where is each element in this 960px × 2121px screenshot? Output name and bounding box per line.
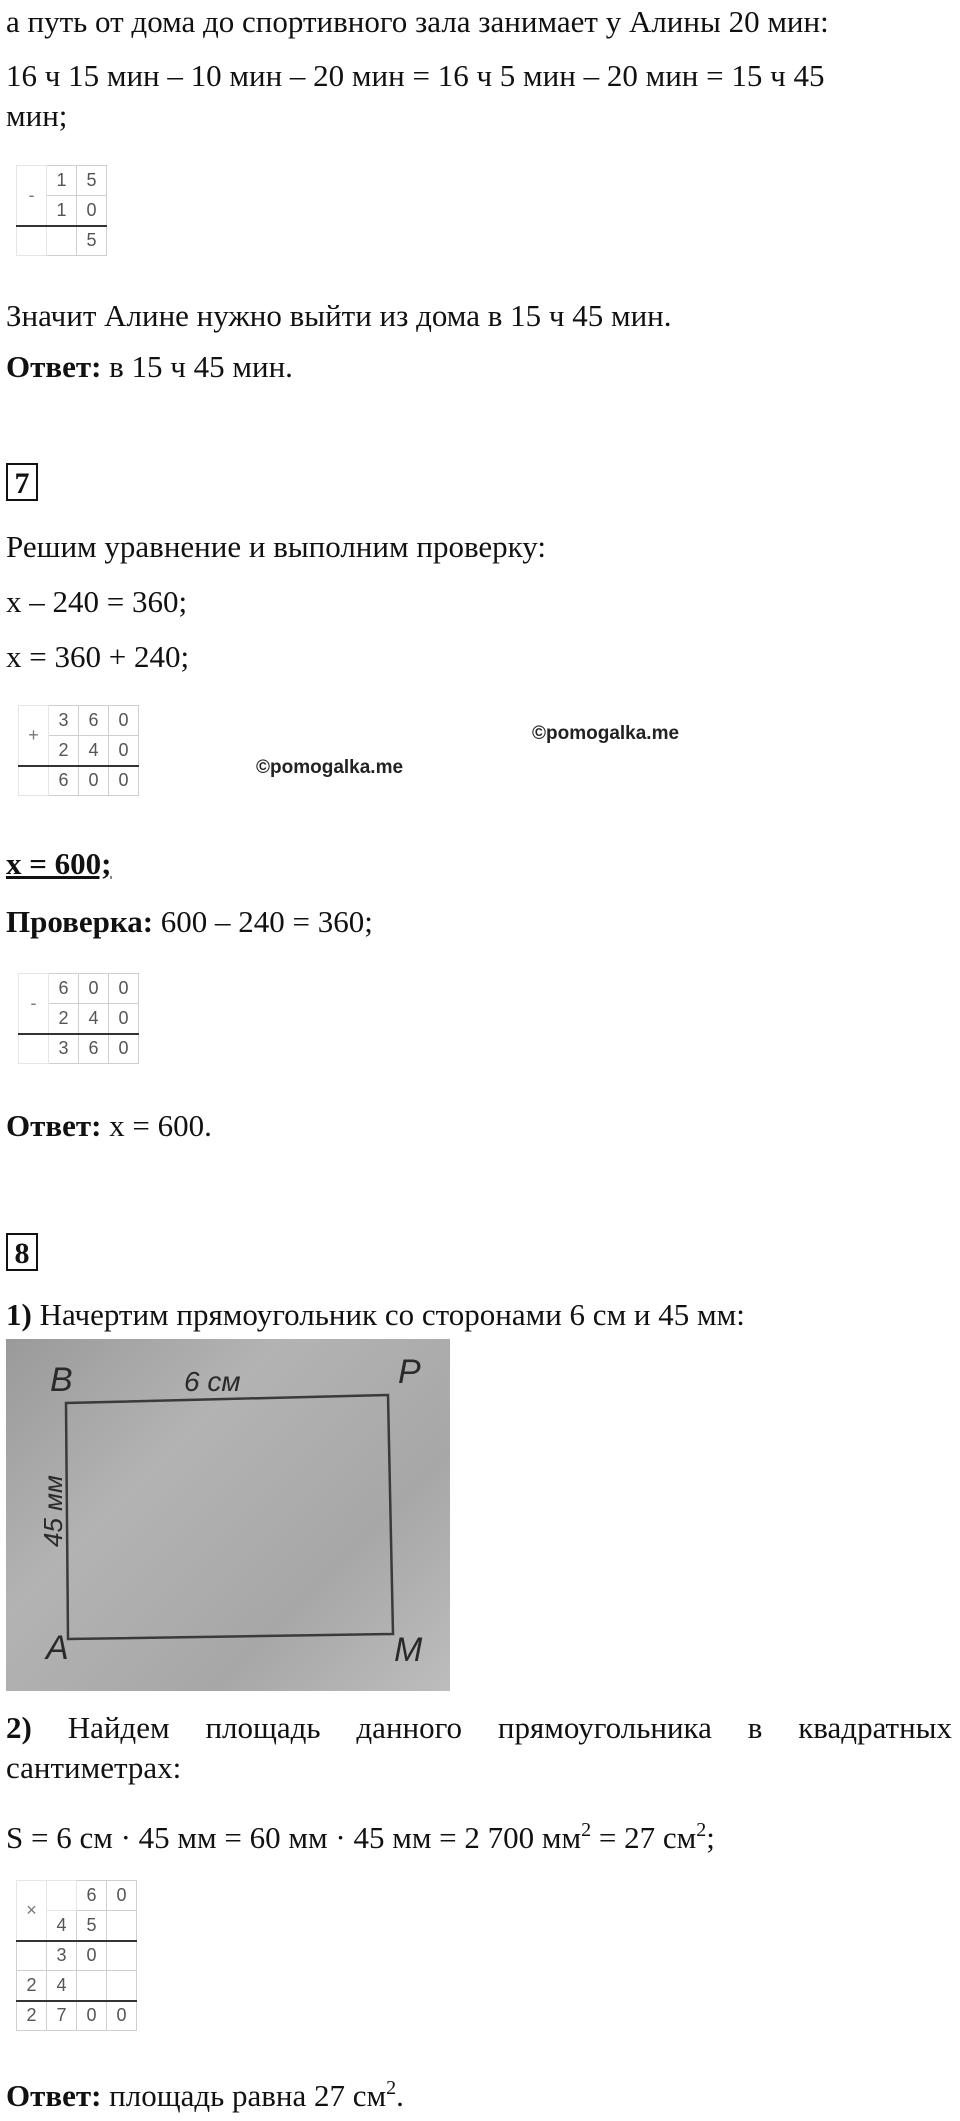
cell: 0 — [109, 706, 139, 736]
cell: 2 — [49, 736, 79, 766]
operator: - — [19, 974, 49, 1034]
vertex-label-a: A — [46, 1629, 69, 1667]
check-text: 600 – 240 = 360; — [153, 904, 373, 939]
superscript: 2 — [386, 2077, 397, 2099]
answer-label: Ответ: — [6, 349, 102, 384]
equation-line: x – 240 = 360; — [6, 584, 188, 619]
superscript: 2 — [696, 1819, 707, 1841]
cell — [17, 226, 47, 256]
result-line — [6, 844, 112, 884]
cell: 1 — [47, 166, 77, 196]
answer-label: Ответ: — [6, 2078, 102, 2113]
cell — [107, 1941, 137, 1971]
part-label: 1) — [6, 1297, 32, 1332]
formula-text: = 27 см — [591, 1820, 697, 1855]
cell: 0 — [109, 1004, 139, 1034]
equation-line: x = 360 + 240; — [6, 639, 190, 674]
text-line: Значит Алине нужно выйти из дома в 15 ч 45 мин. — [6, 298, 672, 333]
watermark: ©pomogalka.me — [532, 723, 680, 744]
cell: 7 — [47, 2001, 77, 2031]
cell: 5 — [77, 226, 107, 256]
task-number-7: 7 — [6, 463, 38, 501]
cell: 4 — [79, 736, 109, 766]
cell — [17, 1941, 47, 1971]
addition-calc — [18, 705, 139, 796]
rectangle-drawing — [6, 1339, 450, 1691]
cell: 4 — [47, 1911, 77, 1941]
cell: 0 — [109, 736, 139, 766]
cell: 4 — [47, 1971, 77, 2001]
answer-text: площадь равна 27 см — [101, 2078, 387, 2113]
cell: 6 — [79, 1034, 109, 1064]
side-label-left: 45 мм — [38, 1475, 68, 1547]
answer-text: в 15 ч 45 мин. — [101, 349, 293, 384]
subtraction-calc-2 — [18, 973, 139, 1064]
answer-text: x = 600. — [101, 1108, 212, 1143]
answer-line — [6, 347, 293, 387]
operator: × — [17, 1881, 47, 1941]
cell: 6 — [49, 974, 79, 1004]
cell: 2 — [17, 1971, 47, 2001]
vertex-label-p: P — [398, 1353, 421, 1391]
cell: 3 — [47, 1941, 77, 1971]
cell: 0 — [107, 2001, 137, 2031]
formula-text: ; — [706, 1820, 715, 1855]
formula-line — [6, 1810, 715, 1858]
cell: 0 — [109, 974, 139, 1004]
rectangle-outline — [66, 1395, 393, 1639]
text-line: мин; — [6, 98, 68, 133]
answer-text: . — [396, 2078, 404, 2113]
vertex-label-m: M — [394, 1631, 423, 1669]
cell: 0 — [77, 1941, 107, 1971]
check-line — [6, 902, 373, 942]
result-text: x = 600; — [6, 846, 112, 881]
cell: 6 — [49, 766, 79, 796]
answer-line — [6, 1106, 212, 1146]
cell — [77, 1971, 107, 2001]
cell: 2 — [17, 2001, 47, 2031]
vertex-label-b: B — [50, 1361, 73, 1399]
cell: 0 — [107, 1881, 137, 1911]
cell — [107, 1911, 137, 1941]
operator: + — [19, 706, 49, 766]
text-line — [6, 1295, 745, 1335]
cell: 6 — [77, 1881, 107, 1911]
text-line: а путь от дома до спортивного зала занимает у Алины 20 мин: — [6, 4, 829, 39]
text-line: 16 ч 15 мин – 10 мин – 20 мин = 16 ч 5 мин – 20 мин = 15 ч 45 — [6, 58, 825, 93]
watermark: ©pomogalka.me — [256, 757, 404, 778]
part-text: Найдем площадь данного прямоугольника в квадратных сантиметрах: — [6, 1710, 952, 1785]
cell: 5 — [77, 1911, 107, 1941]
formula-text: S = 6 см · 45 мм = 60 мм · 45 мм = 2 700 мм — [6, 1820, 582, 1855]
cell: 0 — [109, 1034, 139, 1064]
cell: 0 — [77, 196, 107, 226]
cell: 0 — [77, 2001, 107, 2031]
answer-line — [6, 2068, 404, 2116]
answer-label: Ответ: — [6, 1108, 102, 1143]
cell — [47, 226, 77, 256]
multiplication-calc — [16, 1880, 137, 2031]
superscript: 2 — [581, 1819, 592, 1841]
cell: 0 — [79, 766, 109, 796]
side-label-top: 6 см — [184, 1366, 241, 1397]
task-number-8: 8 — [6, 1233, 38, 1271]
check-label: Проверка: — [6, 904, 154, 939]
cell: 2 — [49, 1004, 79, 1034]
cell: 0 — [79, 974, 109, 1004]
cell: 4 — [79, 1004, 109, 1034]
operator: - — [17, 166, 47, 226]
cell: 3 — [49, 706, 79, 736]
cell — [19, 766, 49, 796]
cell: 1 — [47, 196, 77, 226]
part-label: 2) — [6, 1710, 32, 1745]
cell — [107, 1971, 137, 2001]
cell — [19, 1034, 49, 1064]
text-line: Решим уравнение и выполним проверку: — [6, 529, 546, 564]
cell: 0 — [109, 766, 139, 796]
rectangle-drawing-photo — [6, 1339, 450, 1691]
cell: 3 — [49, 1034, 79, 1064]
text-paragraph — [6, 1708, 952, 1788]
cell — [47, 1881, 77, 1911]
cell: 6 — [79, 706, 109, 736]
cell: 5 — [77, 166, 107, 196]
subtraction-calc-1 — [16, 165, 107, 256]
part-text: Начертим прямоугольник со сторонами 6 см и 45 мм: — [31, 1297, 745, 1332]
